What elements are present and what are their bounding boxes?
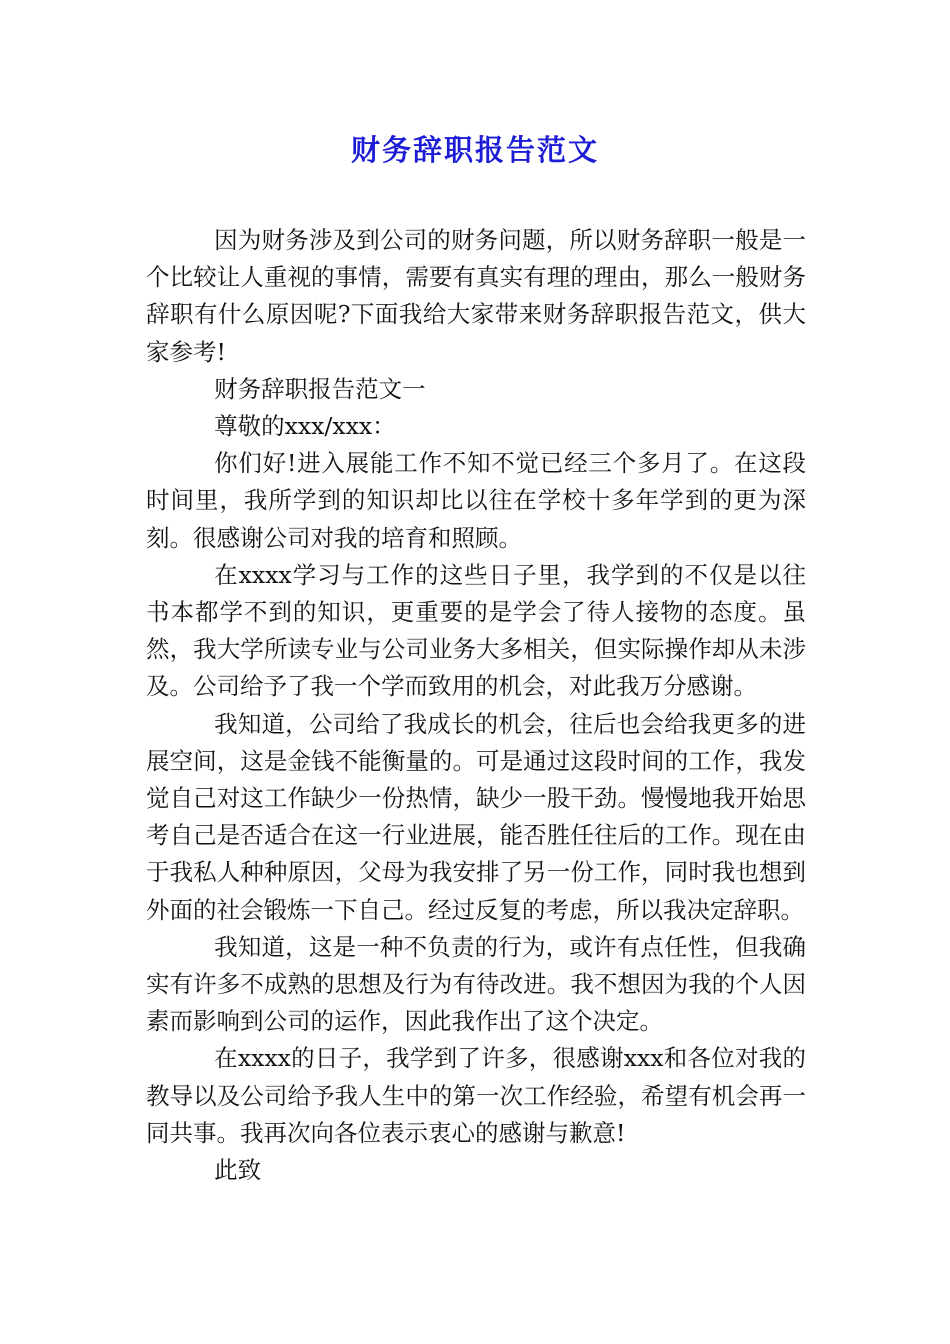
document-body xyxy=(146,222,806,1189)
document-title: 财务辞职报告范文 xyxy=(350,133,599,167)
paragraph-responsibility: 我知道，这是一种不负责的行为，或许有点任性，但我确实有许多不成熟的思想及行为有待改进。我不想因为我的个人因素而影响到公司的运作，因此我作出了这个决定。 xyxy=(146,932,806,1036)
paragraph-closing: 此致 xyxy=(214,1156,262,1185)
paragraph-greeting: 你们好!进入展能工作不知不觉已经三个多月了。在这段时间里，我所学到的知识却比以往在学校十多年学到的更为深刻。很感谢公司对我的培育和照顾。 xyxy=(146,449,806,552)
paragraph-salutation: 尊敬的xxx/xxx： xyxy=(214,412,396,441)
paragraph-section-heading: 财务辞职报告范文一 xyxy=(214,374,426,403)
paragraph-learning: 在xxxx学习与工作的这些日子里，我学到的不仅是以往书本都学不到的知识，更重要的是学会了待人接物的态度。虽然，我大学所读专业与公司业务大多相关，但实际操作却从未涉及。公司给予了我一个学而致用的机会，对此我万分感谢。 xyxy=(146,560,806,701)
paragraph-thanks: 在xxxx的日子，我学到了许多，很感谢xxx和各位对我的教导以及公司给予我人生中的第一次工作经验，希望有机会再一同共事。我再次向各位表示衷心的感谢与歉意! xyxy=(146,1044,806,1147)
paragraph-intro: 因为财务涉及到公司的财务问题，所以财务辞职一般是一个比较让人重视的事情，需要有真实有理的理由，那么一般财务辞职有什么原因呢?下面我给大家带来财务辞职报告范文，供大家参考! xyxy=(146,226,806,366)
paragraph-reason: 我知道，公司给了我成长的机会，往后也会给我更多的进展空间，这是金钱不能衡量的。可是通过这段时间的工作，我发觉自己对这工作缺少一份热情，缺少一股干劲。慢慢地我开始思考自己是否适合在这一行业进展，能否胜任往后的工作。现在由于我私人种种原因，父母为我安排了另一份工作，同时我也想到外面的社会锻炼一下自己。经过反复的考虑，所以我决定辞职。 xyxy=(146,709,806,924)
